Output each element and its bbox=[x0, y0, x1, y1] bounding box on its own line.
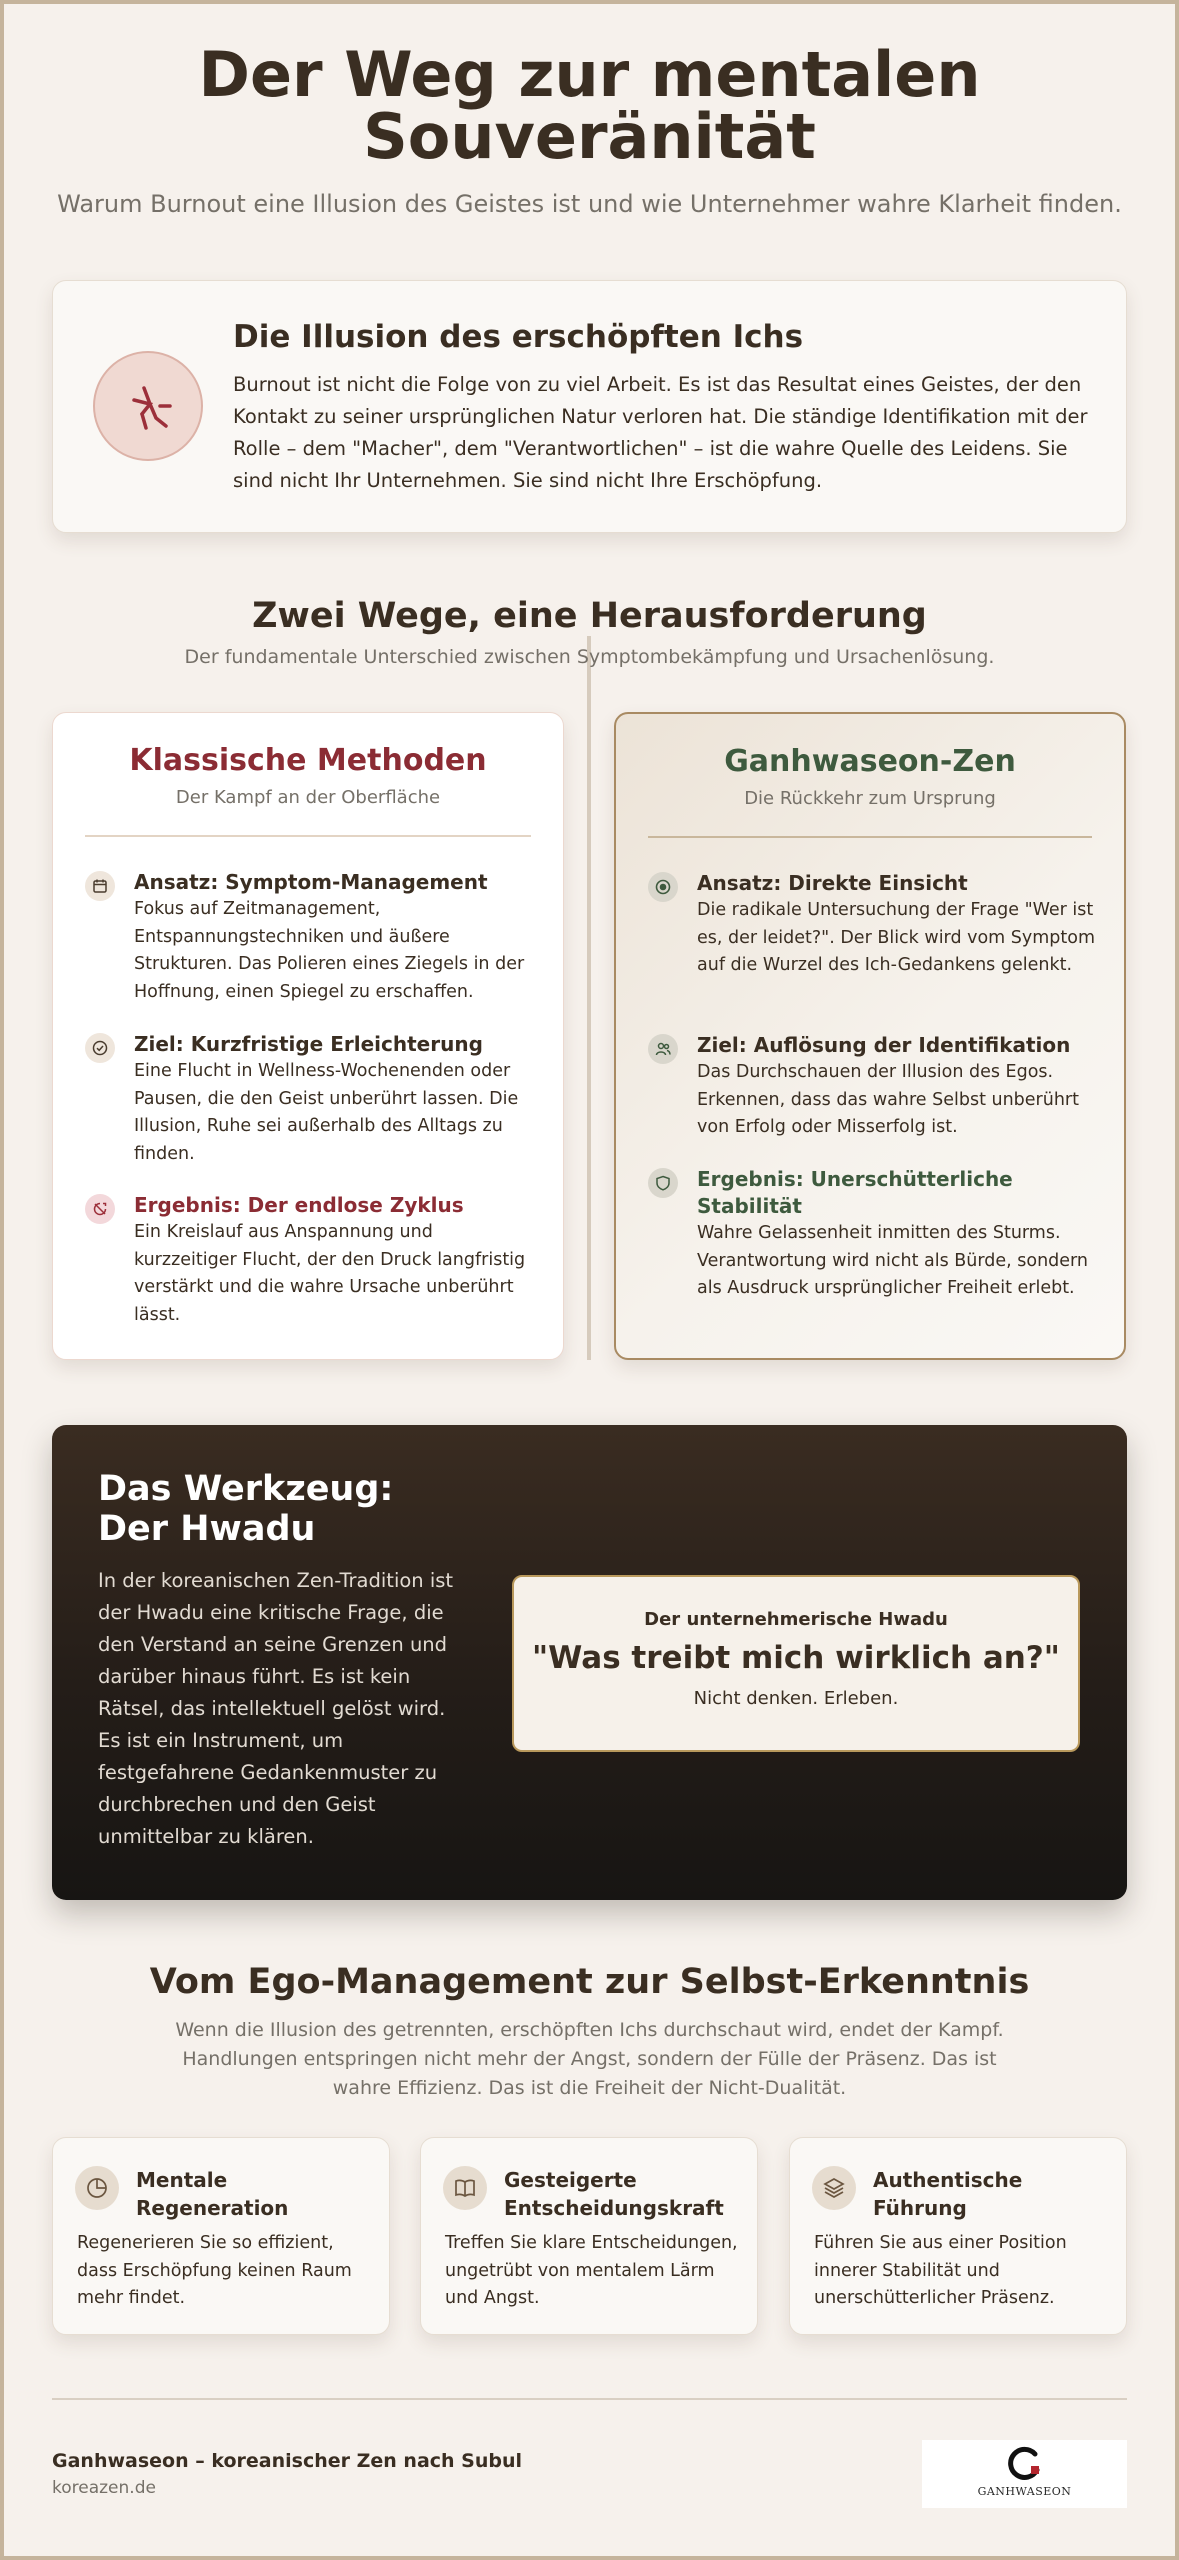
illusion-title: Die Illusion des erschöpften Ichs bbox=[233, 319, 804, 355]
item-text: Fokus auf Zeitmanagement, Entspannungstechniken und äußere Strukturen. Das Polieren eines Ziegels in der Hoffnung, einen Spiegel zu erschaffen. bbox=[134, 899, 525, 1002]
benefit-title: Mentale Regeneration bbox=[136, 2168, 289, 2220]
calendar-icon bbox=[85, 871, 115, 901]
layers-icon bbox=[812, 2166, 856, 2210]
footer-name: Ganhwaseon – koreanischer Zen nach Subul bbox=[52, 2450, 523, 2472]
benefits-title: Vom Ego-Management zur Selbst-Erkenntnis bbox=[149, 1962, 1030, 2002]
benefits-subtitle-line-3: wahre Effizienz. Das ist die Freiheit der Nicht-Dualität. bbox=[332, 2077, 847, 2099]
hwadu-box-label: Der unternehmerische Hwadu bbox=[644, 1609, 948, 1630]
hwadu-box-subtext: Nicht denken. Erleben. bbox=[693, 1688, 899, 1709]
item-text: Die radikale Untersuchung der Frage "Wer ist es, der leidet?". Der Blick wird vom Symptom auf die Wurzel des Ich-Gedankens gelenkt. bbox=[697, 900, 1096, 975]
zen-item-goal bbox=[648, 1032, 1098, 1142]
benefit-text: Führen Sie aus einer Position innerer Stabilität und unerschütterlicher Präsenz. bbox=[814, 2233, 1067, 2308]
illusion-card bbox=[52, 280, 1127, 533]
cycle-alert-icon bbox=[85, 1194, 115, 1224]
target-icon bbox=[648, 872, 678, 902]
illusion-text: Burnout ist nicht die Folge von zu viel Arbeit. Es ist das Resultat eines Geistes, der den Kontakt zu seiner ursprünglichen Natur verloren hat. Die ständige Identifikation mit der Rolle – dem "Macher", dem "Verantwortlichen" – ist die wahre Quelle des Leidens. Sie sind nicht Ihr Unternehmen. Sie sind nicht Ihre Erschöpfung. bbox=[233, 373, 1088, 492]
broken-figure-icon bbox=[93, 351, 203, 461]
divider bbox=[85, 835, 531, 837]
compare-divider bbox=[587, 636, 591, 1360]
hwadu-title-line-2: Der Hwadu bbox=[98, 1509, 316, 1549]
benefit-title: Authentische Führung bbox=[873, 2168, 1023, 2220]
classic-item-approach bbox=[85, 869, 535, 1006]
item-text: Wahre Gelassenheit inmitten des Sturms. Verantwortung wird nicht als Bürde, sondern als Ausdruck ursprünglicher Freiheit erlebt. bbox=[697, 1223, 1089, 1298]
benefit-card-decision bbox=[420, 2137, 758, 2335]
benefit-card-regeneration bbox=[52, 2137, 390, 2335]
benefits-subtitle bbox=[0, 2016, 1179, 2103]
hwadu-title bbox=[98, 1469, 393, 1549]
item-heading: Ansatz: Symptom-Management bbox=[134, 870, 488, 894]
compare-subtitle: Der fundamentale Unterschied zwischen Symptombekämpfung und Ursachenlösung. bbox=[184, 646, 995, 668]
page-subtitle: Warum Burnout eine Illusion des Geistes ist und wie Unternehmer wahre Klarheit finden. bbox=[57, 190, 1122, 218]
footer-divider bbox=[52, 2398, 1127, 2400]
zen-subtitle: Die Rückkehr zum Ursprung bbox=[744, 788, 996, 809]
compare-title: Zwei Wege, eine Herausforderung bbox=[252, 596, 927, 636]
item-heading: Ansatz: Direkte Einsicht bbox=[697, 871, 968, 895]
zen-item-approach bbox=[648, 870, 1098, 980]
logo-text: GANHWASEON bbox=[977, 2485, 1072, 2498]
page-title bbox=[0, 38, 1179, 173]
benefits-subtitle-line-2: Handlungen entspringen nicht mehr der Angst, sondern der Fülle der Präsenz. Das ist bbox=[182, 2048, 997, 2070]
classic-subtitle: Der Kampf an der Oberfläche bbox=[175, 787, 441, 808]
item-heading: Ergebnis: Der endlose Zyklus bbox=[134, 1193, 464, 1217]
page-title-line-2: Souveränität bbox=[363, 100, 816, 173]
hwadu-section bbox=[52, 1425, 1127, 1900]
benefits-subtitle-line-1: Wenn die Illusion des getrennten, erschöpften Ichs durchschaut wird, endet der Kampf. bbox=[175, 2019, 1004, 2041]
page-title-line-1: Der Weg zur mentalen bbox=[198, 38, 981, 111]
hwadu-title-line-1: Das Werkzeug: bbox=[98, 1469, 394, 1509]
pie-chart-icon bbox=[75, 2166, 119, 2210]
zen-item-result bbox=[648, 1166, 1098, 1303]
hwadu-text: In der koreanischen Zen-Tradition ist der Hwadu eine kritische Frage, die den Verstand an seine Grenzen und darüber hinaus führt. Es ist kein Rätsel, das intellektuell gelöst wird. Es ist ein Instrument, um festgefahrene Gedankenmuster zu durchbrechen und den Geist unmittelbar zu klären. bbox=[98, 1569, 454, 1848]
hwadu-quote-box bbox=[512, 1575, 1080, 1752]
benefit-text: Treffen Sie klare Entscheidungen, ungetrübt von mentalem Lärm und Angst. bbox=[445, 2233, 738, 2308]
classic-item-goal bbox=[85, 1031, 535, 1168]
benefit-text: Regenerieren Sie so effizient, dass Erschöpfung keinen Raum mehr findet. bbox=[77, 2233, 352, 2308]
item-heading: Ziel: Kurzfristige Erleichterung bbox=[134, 1032, 483, 1056]
classic-item-result bbox=[85, 1192, 535, 1329]
hwadu-quote: "Was treibt mich wirklich an?" bbox=[532, 1640, 1060, 1676]
zen-title: Ganhwaseon-Zen bbox=[724, 744, 1016, 779]
item-text: Das Durchschauen der Illusion des Egos. Erkennen, dass das wahre Selbst unberührt von Erfolg oder Misserfolg ist. bbox=[697, 1062, 1079, 1137]
hero bbox=[0, 38, 1179, 218]
item-text: Ein Kreislauf aus Anspannung und kurzzeitiger Flucht, der den Druck langfristig verstärkt und die wahre Ursache unberührt lässt. bbox=[134, 1222, 526, 1325]
ganhwaseon-logo bbox=[922, 2440, 1127, 2508]
item-heading: Ergebnis: Unerschütterliche Stabilität bbox=[697, 1167, 1013, 1218]
classic-methods-card bbox=[52, 712, 564, 1360]
divider bbox=[648, 836, 1092, 838]
item-heading: Ziel: Auflösung der Identifikation bbox=[697, 1033, 1071, 1057]
benefit-card-leadership bbox=[789, 2137, 1127, 2335]
ganhwaseon-zen-card bbox=[614, 712, 1126, 1360]
check-circle-icon bbox=[85, 1033, 115, 1063]
users-icon bbox=[648, 1034, 678, 1064]
shield-icon bbox=[648, 1168, 678, 1198]
footer-link[interactable]: koreazen.de bbox=[52, 2478, 156, 2498]
benefit-title: Gesteigerte Entscheidungskraft bbox=[504, 2168, 724, 2220]
classic-title: Klassische Methoden bbox=[129, 743, 487, 778]
book-icon bbox=[443, 2166, 487, 2210]
item-text: Eine Flucht in Wellness-Wochenenden oder Pausen, die den Geist unberührt lassen. Die Illusion, Ruhe sei außerhalb des Alltags zu finden. bbox=[134, 1061, 519, 1164]
